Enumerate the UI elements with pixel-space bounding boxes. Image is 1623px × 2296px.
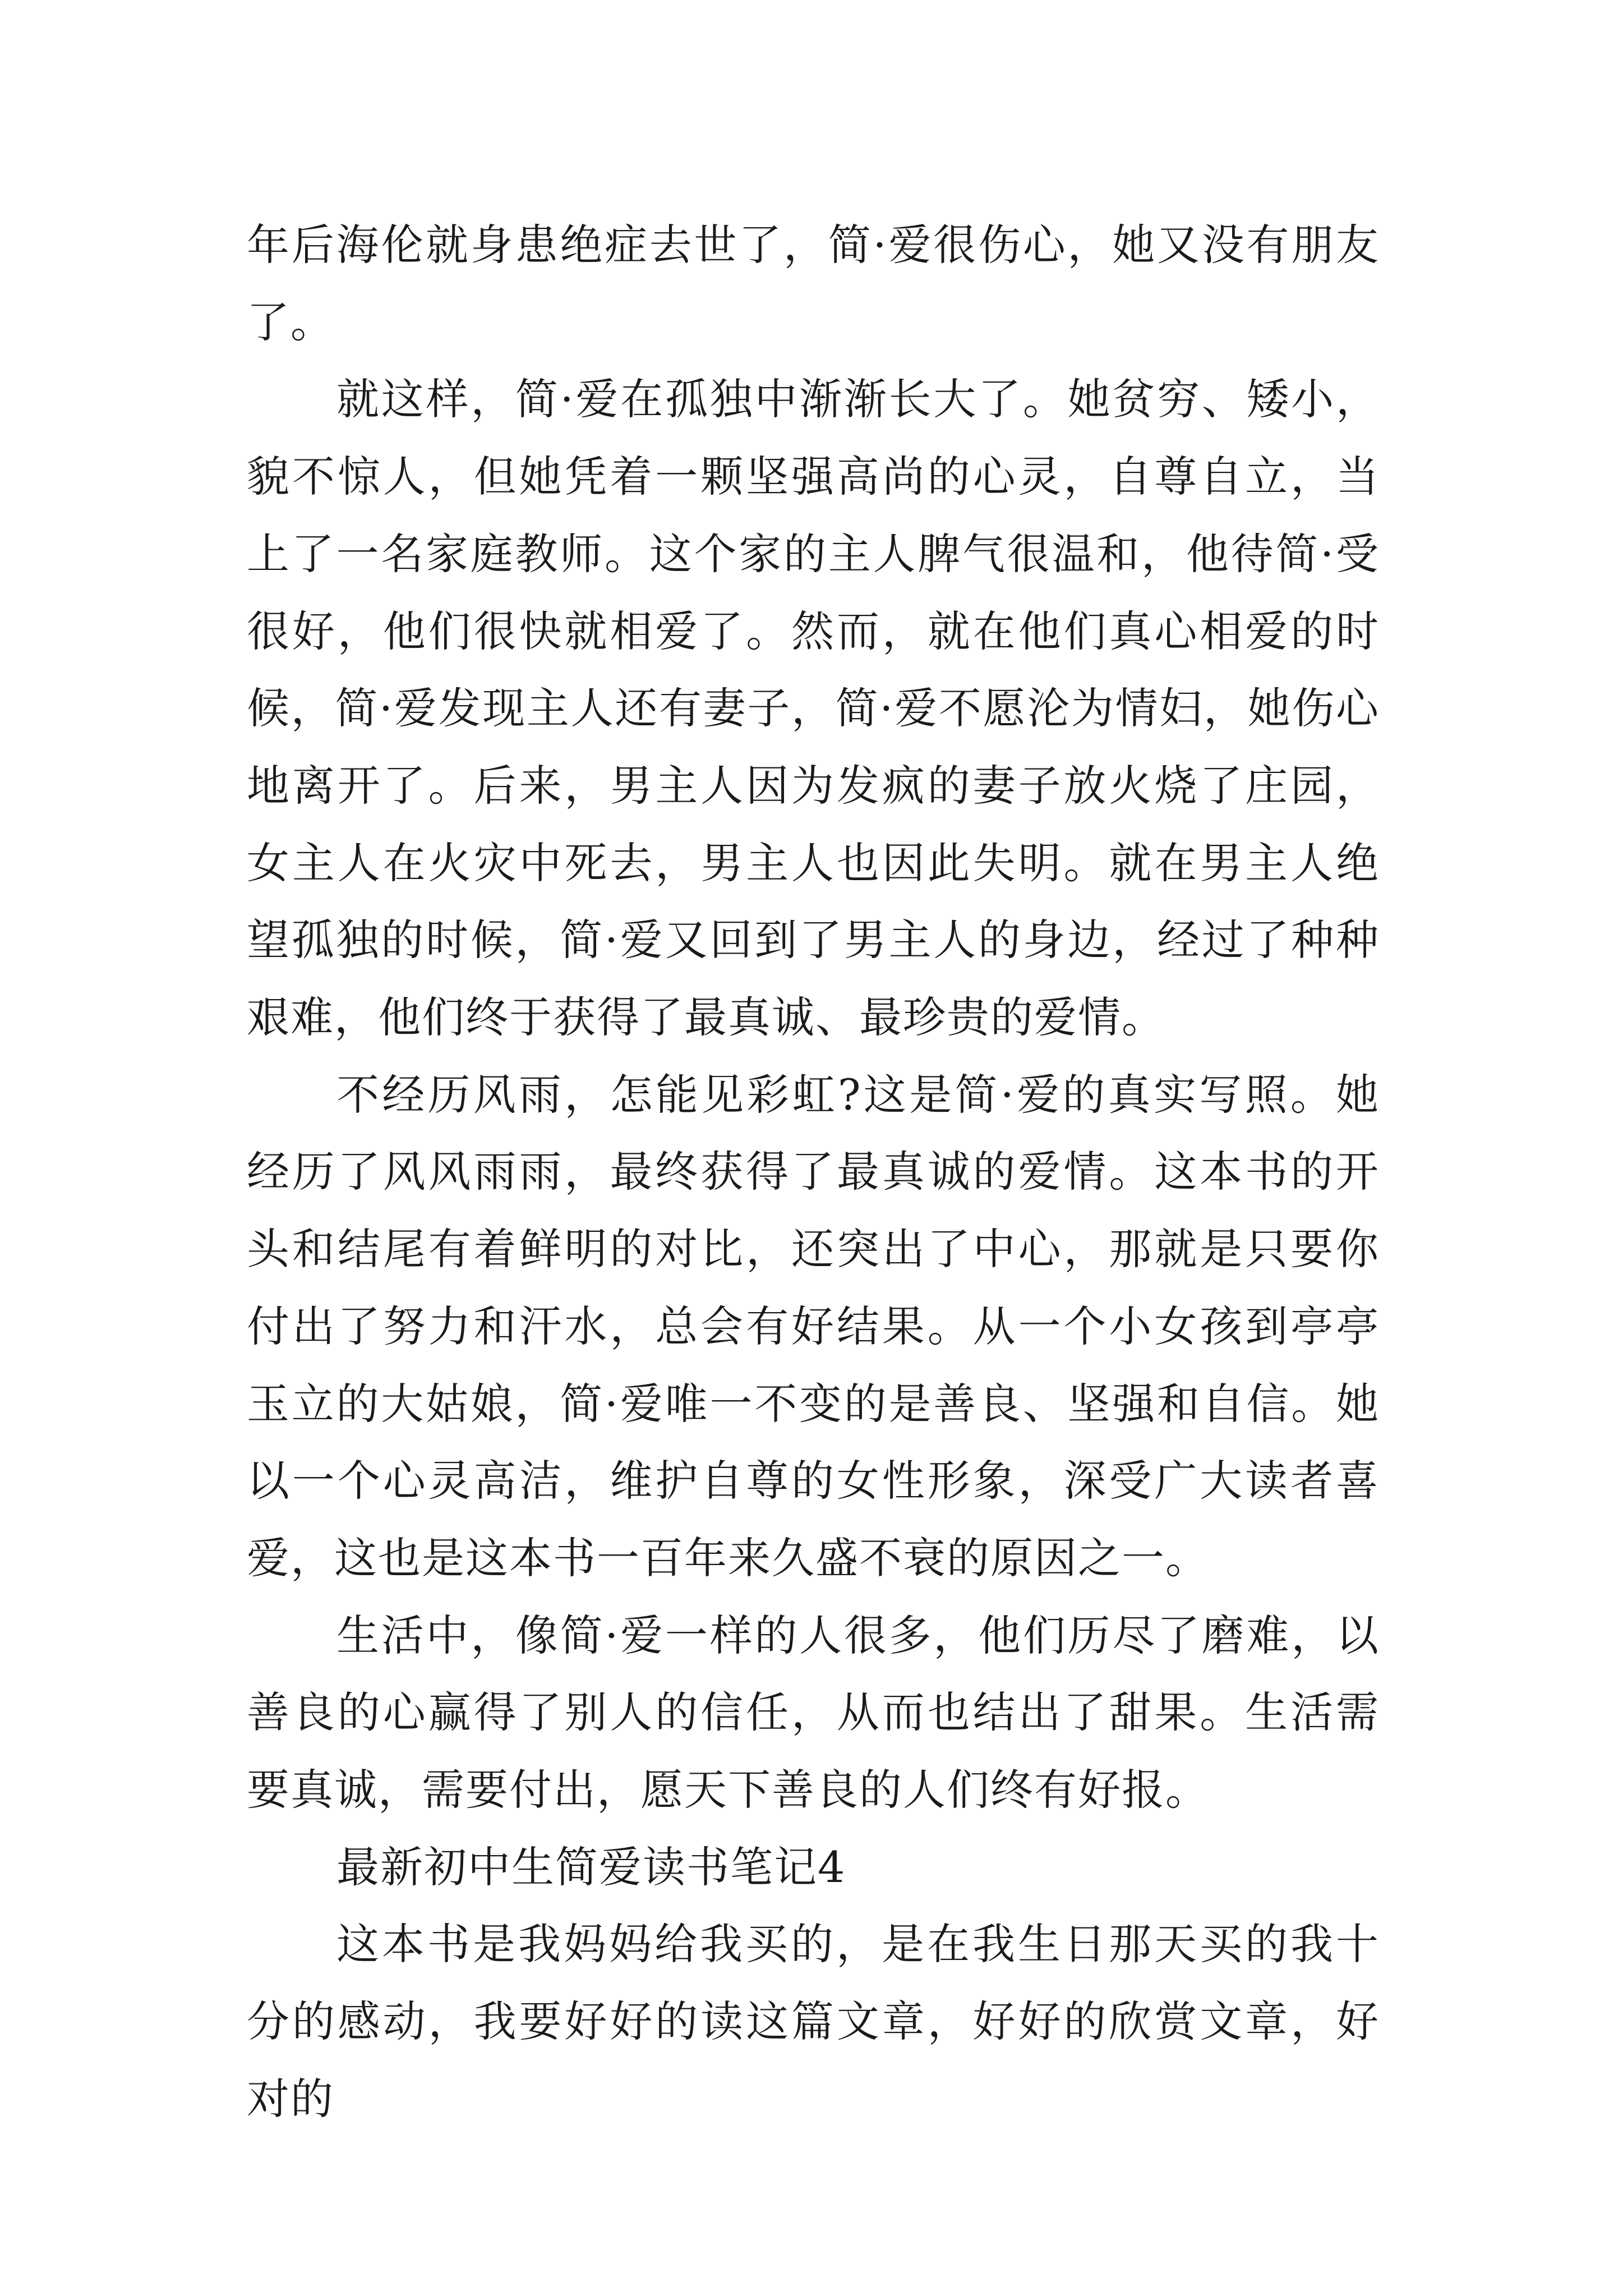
paragraph-2: 就这样，简·爱在孤独中渐渐长大了。她贫穷、矮小，貌不惊人，但她凭着一颗坚强高尚的心灵，自尊自立，当上了一名家庭教师。这个家的主人脾气很温和，他待简·受很好，他们很快就相爱了。然而，就在他们真心相爱的时候，简·爱发现主人还有妻子，简·爱不愿沦为情妇，她伤心地离开了。后来，男主人因为发疯的妻子放火烧了庄园，女主人在火灾中死去，男主人也因此失明。就在男主人绝望孤独的时候，简·爱又回到了男主人的身边，经过了种种艰难，他们终于获得了最真诚、最珍贵的爱情。 [247, 374, 1380, 1043]
paragraph-1: 年后海伦就身患绝症去世了，简·爱很伤心，她又没有朋友了。 [247, 220, 1380, 347]
paragraph-3: 不经历风雨，怎能见彩虹?这是简·爱的真实写照。她经历了风风雨雨，最终获得了最真诚的爱情。这本书的开头和结尾有着鲜明的对比，还突出了中心，那就是只要你付出了努力和汗水，总会有好结果。从一个小女孩到亭亭玉立的大姑娘，简·爱唯一不变的是善良、坚强和自信。她以一个心灵高洁，维护自尊的女性形象，深受广大读者喜爱，这也是这本书一百年来久盛不衰的原因之一。 [247, 1069, 1380, 1583]
section-heading: 最新初中生简爱读书笔记4 [336, 1842, 846, 1892]
paragraph-4: 生活中，像简·爱一样的人很多，他们历尽了磨难，以善良的心赢得了别人的信任，从而也结出了甜果。生活需要真诚，需要付出，愿天下善良的人们终有好报。 [247, 1610, 1380, 1815]
paragraph-5: 这本书是我妈妈给我买的，是在我生日那天买的我十分的感动，我要好好的读这篇文章，好好的欣赏文章，好对的 [247, 1919, 1380, 2124]
document-body [247, 206, 1380, 2138]
